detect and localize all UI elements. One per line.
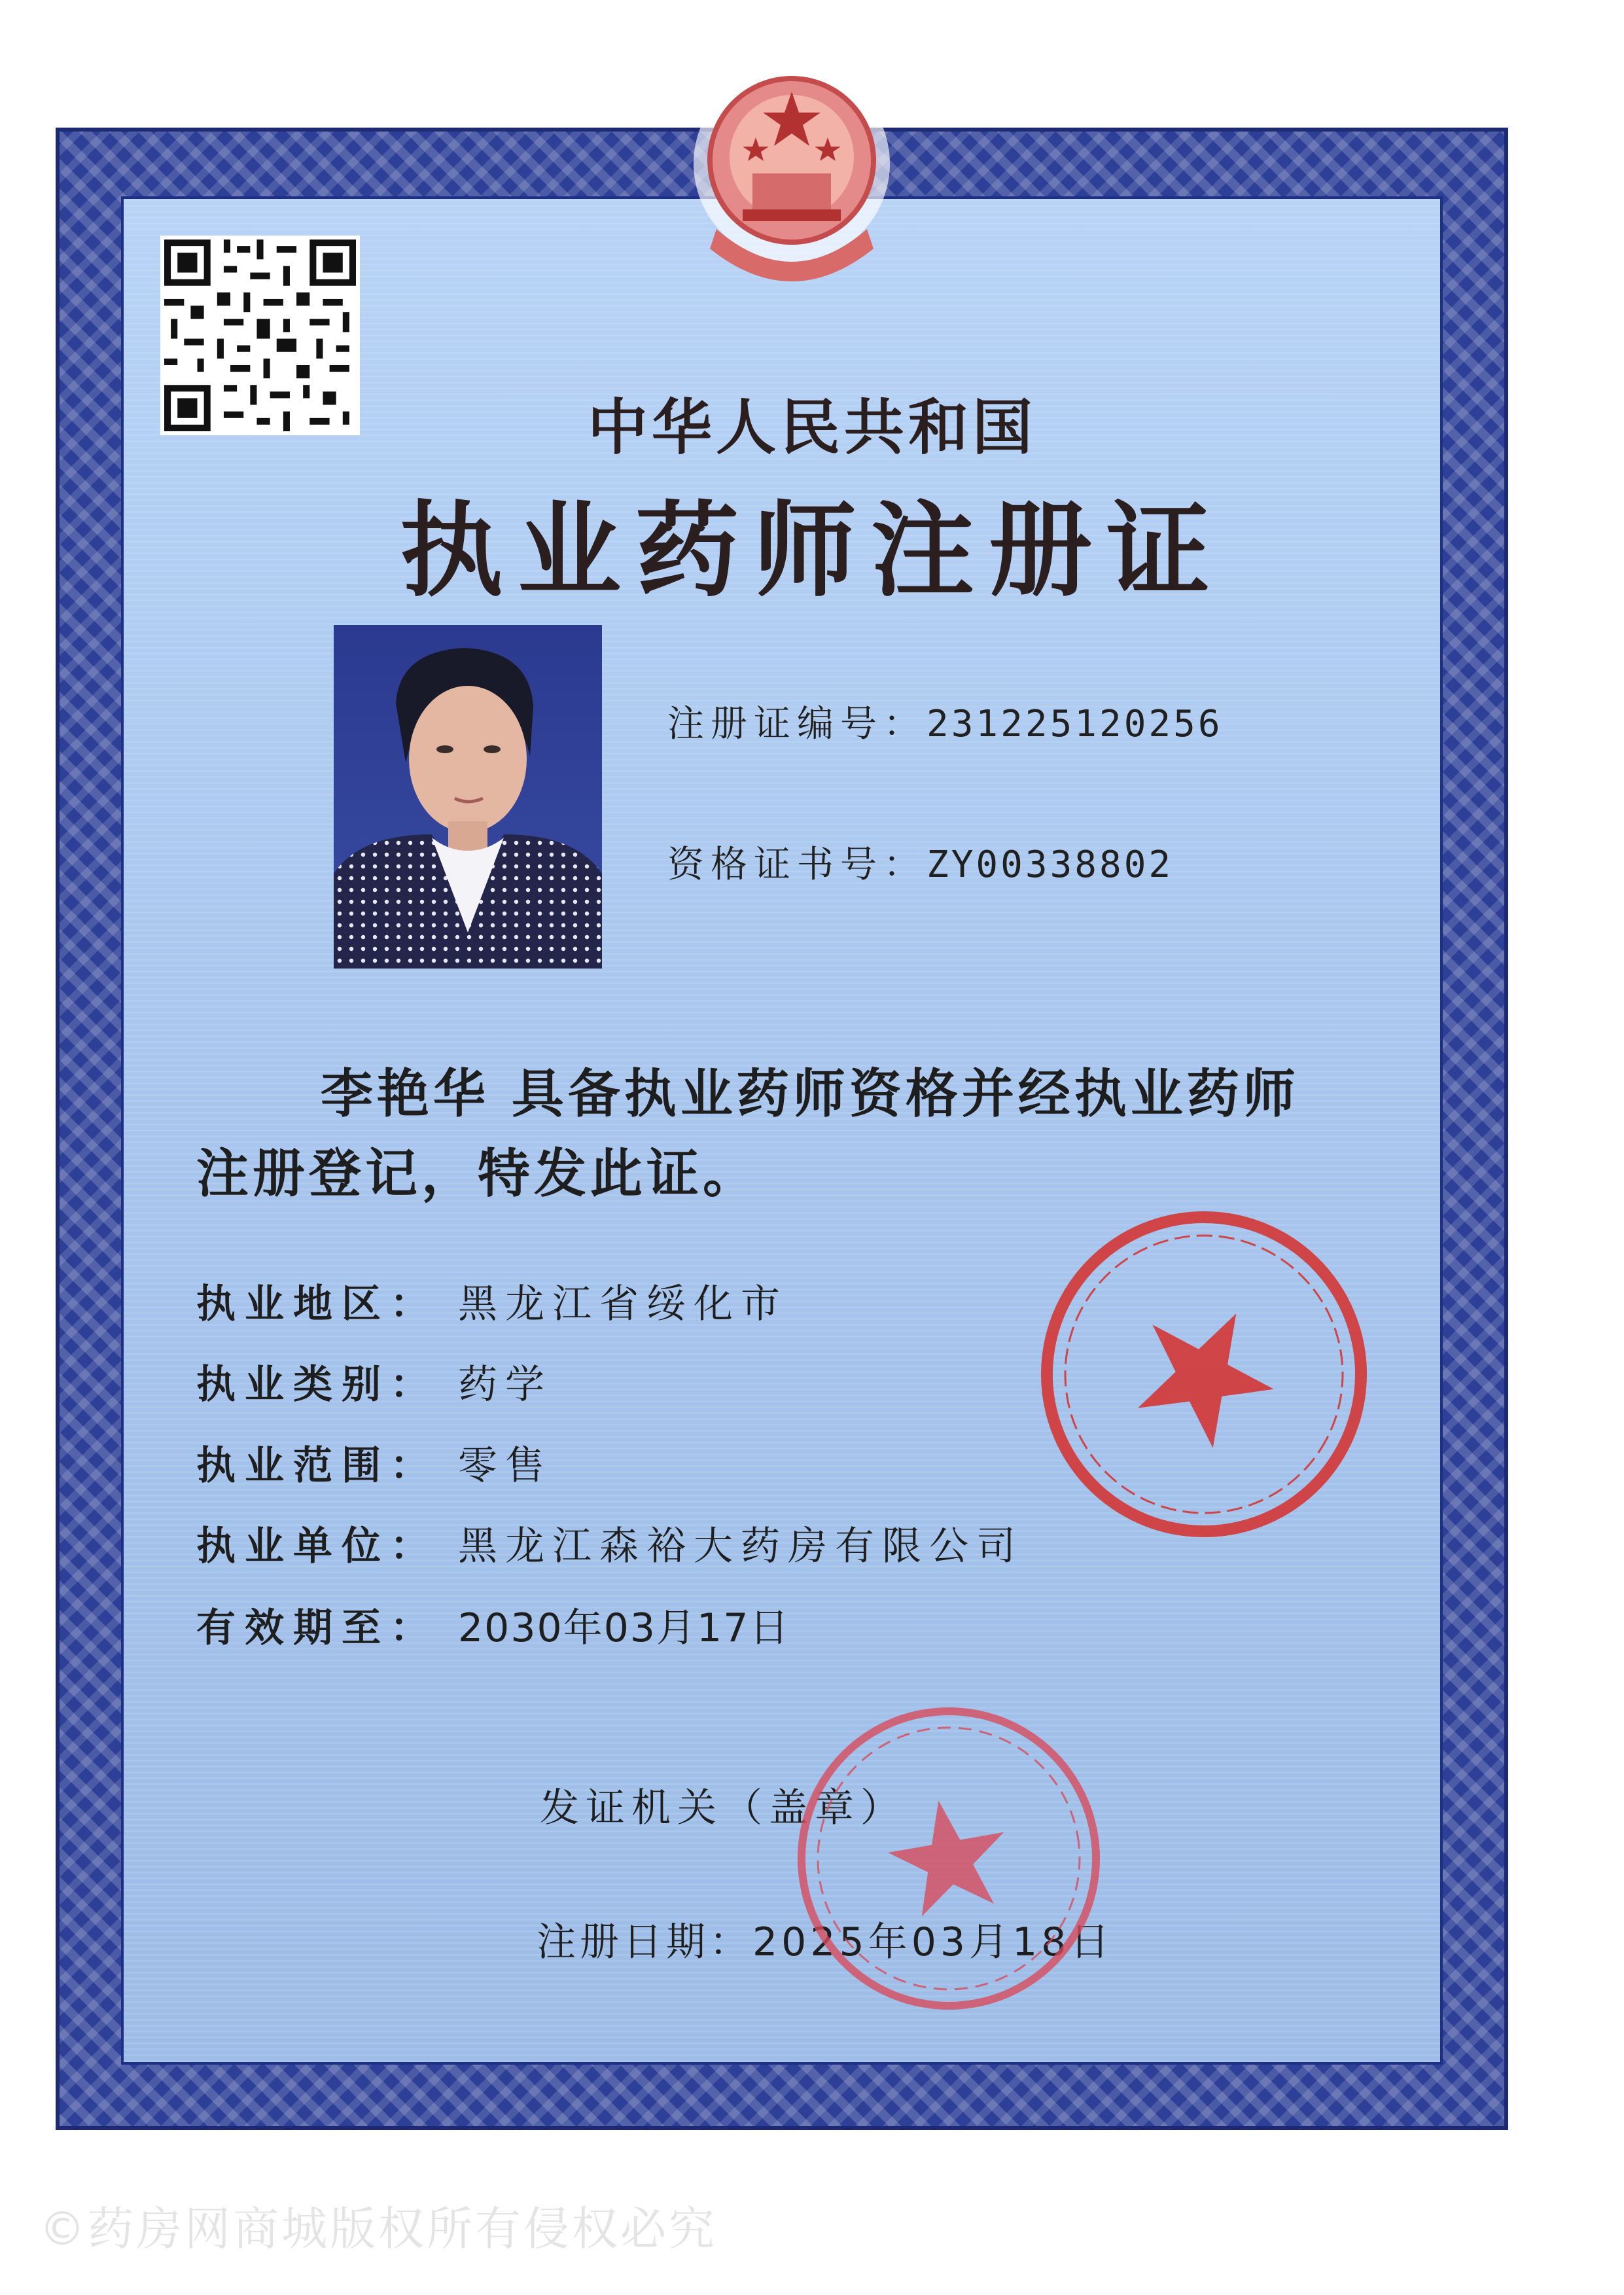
detail-row-scope [196, 1434, 552, 1491]
registration-number-line [667, 695, 1223, 747]
detail-label: 执业地区： [196, 1281, 438, 1327]
detail-value: 药学 [458, 1362, 552, 1408]
statement-line-2: 注册登记，特发此证。 [196, 1143, 759, 1204]
holder-photo [334, 625, 602, 969]
certificate-title: 执业药师注册证 [400, 490, 1224, 611]
company-seal [1031, 1201, 1377, 1548]
registration-date-value: 2025年03月18日 [752, 1919, 1114, 1965]
registration-number-label: 注册证编号： [667, 703, 927, 745]
issuing-authority-label: 发证机关（盖章） [540, 1785, 906, 1831]
certification-statement [196, 1054, 1439, 1213]
authority-seal [785, 1695, 1112, 2022]
seal-star-icon [881, 1790, 1016, 1921]
detail-label: 有效期至： [196, 1605, 438, 1651]
country-heading: 中华人民共和国 [587, 392, 1036, 463]
detail-row-category [196, 1353, 552, 1410]
qualification-number-label: 资格证书号： [667, 844, 927, 886]
statement-line-1: 李艳华 具备执业药师资格并经执业药师 [321, 1063, 1299, 1124]
detail-value: 黑龙江省绥化市 [458, 1281, 788, 1327]
national-emblem-icon [677, 52, 906, 314]
registration-date-label: 注册日期： [537, 1919, 752, 1965]
copyright-watermark: ©药房网商城版权所有侵权必究 [39, 2202, 717, 2256]
detail-label: 执业类别： [196, 1362, 438, 1408]
seal-star-icon [1115, 1281, 1297, 1460]
qualification-number-value: ZY00338802 [927, 844, 1174, 886]
detail-value: 黑龙江森裕大药房有限公司 [458, 1523, 1023, 1569]
detail-row-employer [196, 1515, 1023, 1571]
detail-value: 2030年03月17日 [458, 1605, 790, 1651]
registration-number-value: 231225120256 [927, 703, 1223, 745]
detail-label: 执业范围： [196, 1443, 438, 1489]
detail-row-region [196, 1273, 788, 1329]
detail-value: 零售 [458, 1443, 552, 1489]
qualification-number-line [667, 836, 1173, 888]
detail-row-valid-until [196, 1597, 790, 1653]
detail-label: 执业单位： [196, 1523, 438, 1569]
